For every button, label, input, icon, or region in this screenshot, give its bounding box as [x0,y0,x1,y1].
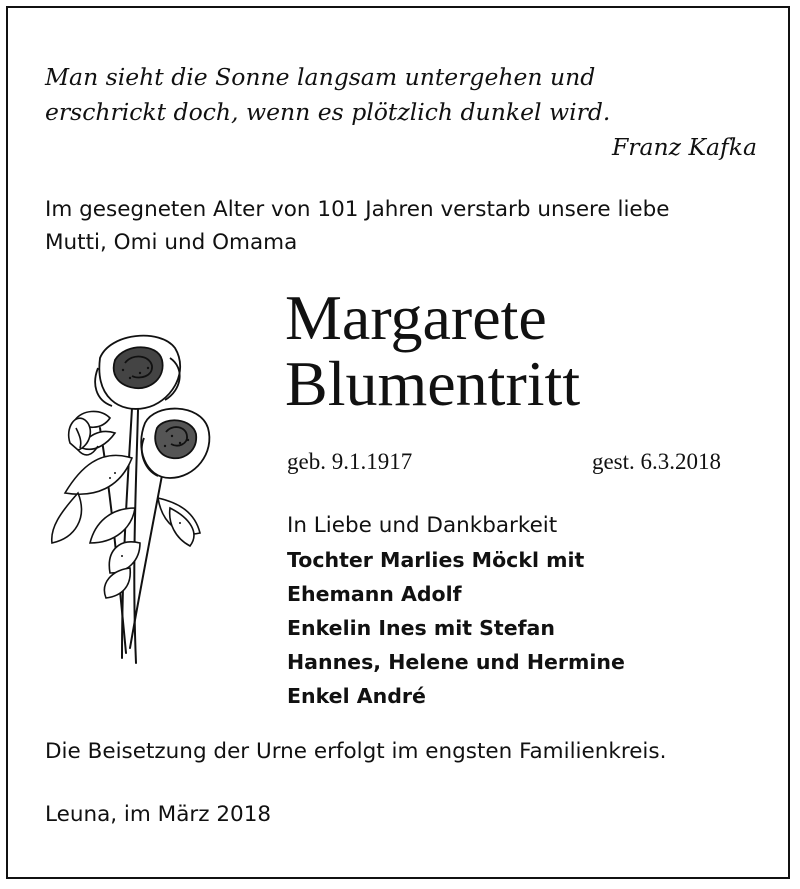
intro-text [45,193,765,259]
mourners-list [287,509,757,713]
birth-date: geb. 9.1.1917 [287,449,413,474]
mourner-line: Enkelin Ines mit Stefan [287,616,555,640]
mourners-lead: In Liebe und Dankbarkeit [287,513,558,538]
death-date: gest. 6.3.2018 [591,449,721,474]
burial-note: Die Beisetzung der Urne erfolgt im engsten Familienkreis. [45,739,667,764]
quote-line-1: Man sieht die Sonne langsam untergehen und [45,63,596,91]
intro-line-2: Mutti, Omi und Omama [45,230,298,255]
deceased-last-name: Blumentritt [285,348,581,419]
quote-line-2: erschrickt doch, wenn es plötzlich dunkel wird. [45,98,611,126]
intro-line-1: Im gesegneten Alter von 101 Jahren verstarb unsere liebe [45,197,670,222]
deceased-name [285,282,581,419]
kafka-quote [45,60,765,165]
place-date: Leuna, im März 2018 [45,802,272,827]
quote-author: Franz Kafka [611,133,757,161]
deceased-first-name: Margarete [285,282,547,353]
mourner-line: Ehemann Adolf [287,582,462,606]
mourner-line: Tochter Marlies Möckl mit [287,548,585,572]
mourner-line: Enkel André [287,684,426,708]
rose-icon [40,328,230,673]
mourner-line: Hannes, Helene und Hermine [287,650,625,674]
